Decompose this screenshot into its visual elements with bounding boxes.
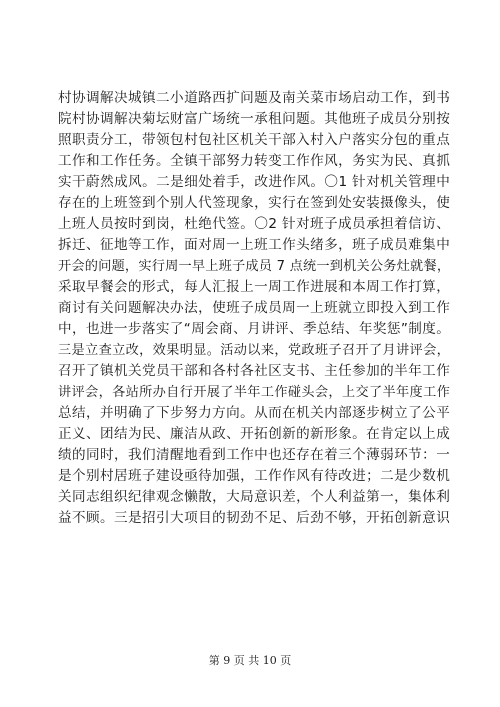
text-line: 绩的同时，我们清醒地看到工作中也还存在着三个薄弱环节：一 <box>58 447 450 463</box>
text-line: 采取早餐会的形式，每人汇报上一周工作进展和本周工作打算， <box>58 279 450 295</box>
text-line: 关同志组织纪律观念懒散，大局意识差，个人利益第一，集体利 <box>58 489 450 505</box>
text-line: 益不顾。三是招引大项目的韧劲不足、后劲不够，开拓创新意识 <box>58 510 450 526</box>
text-line: 院村协调解决菊坛财富广场统一承租问题。其他班子成员分别按 <box>58 111 450 127</box>
page-number: 第 9 页 共 10 页 <box>208 654 292 667</box>
body-text <box>58 88 450 529</box>
text-line: 实干蔚然成风。二是细处着手，改进作风。〇1 针对机关管理中 <box>58 174 450 190</box>
text-line: 上班人员按时到岗，杜绝代签。〇2 针对班子成员承担着信访、 <box>58 216 450 232</box>
text-line: 讲评会，各站所办自行开展了半年工作碰头会，上交了半年度工作 <box>58 385 450 400</box>
text-line: 正义、团结为民、廉洁从政、开拓创新的新形象。在肯定以上成 <box>58 426 450 442</box>
text-line: 商讨有关问题解决办法，使班子成员周一上班就立即投入到工作 <box>58 300 450 316</box>
text-line: 照职责分工，带领包村包社区机关干部入村入户落实分包的重点 <box>58 132 450 148</box>
page-footer <box>0 654 500 668</box>
text-line: 村协调解决城镇二小道路西扩问题及南关菜市场启动工作，到书 <box>58 90 450 106</box>
text-line: 中，也进一步落实了“周会商、月讲评、季总结、年奖惩”制度。 <box>58 321 450 337</box>
text-line: 工作和工作任务。全镇干部努力转变工作作风，务实为民、真抓 <box>58 153 450 169</box>
text-line: 三是立查立改，效果明显。活动以来，党政班子召开了月讲评会， <box>58 343 450 358</box>
text-line: 召开了镇机关党员干部和各村各社区支书、主任参加的半年工作 <box>58 363 450 379</box>
text-line: 存在的上班签到个别人代签现象，实行在签到处安装摄像头，使 <box>58 195 450 211</box>
text-line: 拆迁、征地等工作，面对周一上班工作头绪多，班子成员难集中 <box>58 237 450 253</box>
text-line: 是个别村居班子建设亟待加强，工作作风有待改进；二是少数机 <box>58 468 450 484</box>
text-line: 总结，并明确了下步努力方向。从而在机关内部逐步树立了公平 <box>58 405 450 421</box>
text-line: 开会的问题，实行周一早上班子成员 7 点统一到机关公务灶就餐， <box>58 259 450 274</box>
